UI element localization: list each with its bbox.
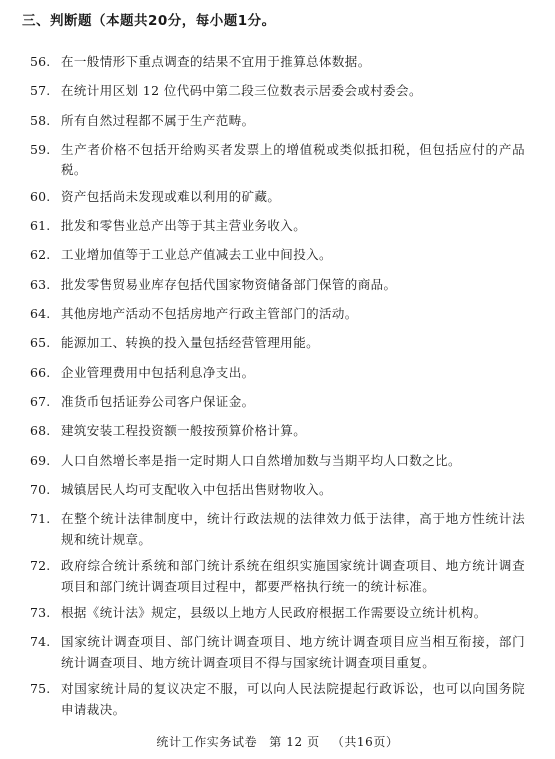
question-number: 71. — [30, 511, 51, 527]
question-item — [30, 245, 525, 266]
question-item — [30, 333, 525, 354]
total-pages: （共16页） — [331, 735, 399, 749]
question-item — [30, 363, 525, 384]
question-text: 能源加工、转换的投入量包括经营管理用能。 — [61, 335, 320, 351]
question-text: 资产包括尚未发现或难以利用的矿藏。 — [61, 188, 281, 204]
section-title: 三、判断题（本题共20分，每小题1分。 — [22, 13, 276, 29]
question-number: 60. — [30, 188, 51, 204]
question-item — [30, 216, 525, 237]
question-text: 批发和零售业总产出等于其主营业务收入。 — [61, 218, 307, 234]
question-item — [30, 421, 525, 442]
question-text: 城镇居民人均可支配收入中包括出售财物收入。 — [61, 481, 332, 497]
question-number: 68. — [30, 423, 51, 439]
question-number: 74. — [30, 634, 51, 650]
question-text: 对国家统计局的复议决定不服，可以向人民法院提起行政诉讼，也可以向国务院申请裁决。 — [61, 681, 525, 717]
question-text: 人口自然增长率是指一定时期人口自然增加数与当期平均人口数之比。 — [61, 452, 461, 468]
question-text: 企业管理费用中包括利息净支出。 — [61, 364, 255, 380]
question-text: 在整个统计法律制度中，统计行政法规的法律效力低于法律，高于地方性统计法规和统计规章。 — [61, 511, 525, 547]
question-item — [30, 480, 525, 501]
question-item — [30, 111, 525, 132]
page-number: 第 12 页 — [269, 735, 320, 749]
question-number: 73. — [30, 605, 51, 621]
question-number: 67. — [30, 393, 51, 409]
question-text: 国家统计调查项目、部门统计调查项目、地方统计调查项目应当相互衔接，部门统计调查项目、地方统计调查项目不得与国家统计调查项目重复。 — [61, 634, 525, 670]
question-number: 72. — [30, 558, 51, 574]
question-item — [30, 451, 525, 472]
question-item — [30, 632, 525, 673]
question-text: 准货币包括证券公司客户保证金。 — [61, 393, 255, 409]
question-item — [30, 140, 525, 181]
question-item — [30, 275, 525, 296]
question-text: 建筑安装工程投资额一般按预算价格计算。 — [61, 423, 307, 439]
question-number: 63. — [30, 276, 51, 292]
question-number: 56. — [30, 54, 51, 69]
question-item — [30, 509, 525, 550]
question-number: 69. — [30, 452, 51, 468]
question-text: 其他房地产活动不包括房地产行政主管部门的活动。 — [61, 306, 358, 322]
question-item — [30, 392, 525, 413]
page-footer — [0, 733, 555, 750]
question-text: 工业增加值等于工业总产值减去工业中间投入。 — [61, 247, 332, 263]
question-item — [30, 304, 525, 325]
question-list — [30, 52, 525, 726]
question-item — [30, 679, 525, 720]
question-number: 62. — [30, 247, 51, 263]
question-item — [30, 187, 525, 208]
question-item — [30, 556, 525, 597]
question-number: 57. — [30, 83, 51, 99]
question-number: 70. — [30, 481, 51, 497]
question-text: 在一般情形下重点调查的结果不宜用于推算总体数据。 — [61, 54, 371, 69]
question-text: 政府综合统计系统和部门统计系统在组织实施国家统计调查项目、地方统计调查项目和部门统计调查项目过程中，都要严格执行统一的统计标准。 — [61, 558, 525, 594]
question-text: 在统计用区划 12 位代码中第二段三位数表示居委会或村委会。 — [61, 83, 422, 99]
question-text: 批发零售贸易业库存包括代国家物资储备部门保管的商品。 — [61, 276, 397, 292]
question-number: 65. — [30, 335, 51, 351]
question-number: 58. — [30, 112, 51, 128]
exam-name: 统计工作实务试卷 — [156, 735, 258, 749]
question-number: 59. — [30, 141, 51, 157]
question-number: 64. — [30, 306, 51, 322]
question-item — [30, 52, 525, 73]
question-text: 生产者价格不包括开给购买者发票上的增值税或类似抵扣税，但包括应付的产品税。 — [61, 141, 525, 178]
question-text: 根据《统计法》规定，县级以上地方人民政府根据工作需要设立统计机构。 — [61, 605, 487, 621]
question-item — [30, 603, 525, 624]
question-number: 66. — [30, 364, 51, 380]
question-item — [30, 81, 525, 102]
question-text: 所有自然过程都不属于生产范畴。 — [61, 112, 255, 128]
question-number: 61. — [30, 218, 51, 234]
question-number: 75. — [30, 681, 51, 697]
